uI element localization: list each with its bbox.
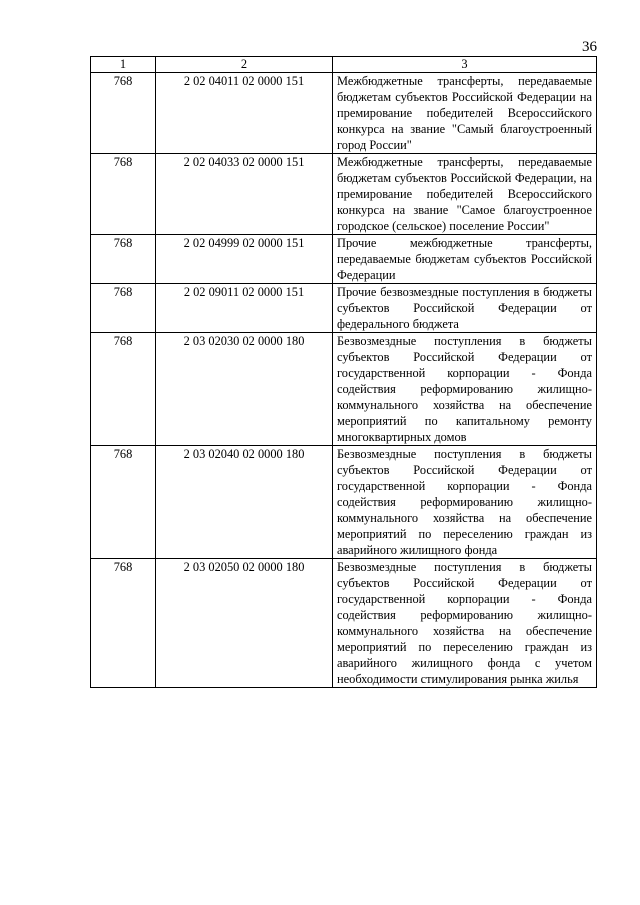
revenue-code-cell: 2 02 04999 02 0000 151 — [156, 235, 333, 284]
table-row — [91, 446, 597, 559]
page-number: 36 — [582, 39, 597, 55]
admin-code-cell: 768 — [91, 333, 156, 446]
revenue-code-cell: 2 03 02040 02 0000 180 — [156, 446, 333, 559]
description-cell: Прочие межбюджетные трансферты, передаваемые бюджетам субъектов Российской Федерации — [333, 235, 597, 284]
column-header-1: 1 — [91, 57, 156, 73]
budget-revenue-table — [90, 56, 597, 688]
admin-code-cell: 768 — [91, 284, 156, 333]
table-row — [91, 333, 597, 446]
admin-code-cell: 768 — [91, 446, 156, 559]
table-row — [91, 154, 597, 235]
description-cell: Безвозмездные поступления в бюджеты субъектов Российской Федерации от государственной корпорации - Фонда содействия реформированию жилищно-коммунального хозяйства на обеспечение мероприятий по переселению граждан из аварийного жилищного фонда с учетом необходимости стимулирования рынка жилья — [333, 559, 597, 688]
description-cell: Прочие безвозмездные поступления в бюджеты субъектов Российской Федерации от федерального бюджета — [333, 284, 597, 333]
column-header-3: 3 — [333, 57, 597, 73]
revenue-code-cell: 2 02 09011 02 0000 151 — [156, 284, 333, 333]
admin-code-cell: 768 — [91, 154, 156, 235]
table-row — [91, 559, 597, 688]
admin-code-cell: 768 — [91, 559, 156, 688]
revenue-code-cell: 2 02 04033 02 0000 151 — [156, 154, 333, 235]
description-cell: Межбюджетные трансферты, передаваемые бюджетам субъектов Российской Федерации, на премирование победителей Всероссийского конкурса на звание "Самое благоустроенное городское (сельское) поселение России" — [333, 154, 597, 235]
revenue-code-cell: 2 02 04011 02 0000 151 — [156, 73, 333, 154]
table-row — [91, 284, 597, 333]
table-row — [91, 73, 597, 154]
revenue-code-cell: 2 03 02050 02 0000 180 — [156, 559, 333, 688]
admin-code-cell: 768 — [91, 235, 156, 284]
description-cell: Безвозмездные поступления в бюджеты субъектов Российской Федерации от государственной корпорации - Фонда содействия реформированию жилищно-коммунального хозяйства на обеспечение мероприятий по переселению граждан из аварийного жилищного фонда — [333, 446, 597, 559]
revenue-code-cell: 2 03 02030 02 0000 180 — [156, 333, 333, 446]
admin-code-cell: 768 — [91, 73, 156, 154]
table-row — [91, 235, 597, 284]
description-cell: Межбюджетные трансферты, передаваемые бюджетам субъектов Российской Федерации на премирование победителей Всероссийского конкурса на звание "Самый благоустроенный город России" — [333, 73, 597, 154]
table-header-row — [91, 57, 597, 73]
column-header-2: 2 — [156, 57, 333, 73]
description-cell: Безвозмездные поступления в бюджеты субъектов Российской Федерации от государственной корпорации - Фонда содействия реформированию жилищно-коммунального хозяйства на обеспечение мероприятий по капитальному ремонту многоквартирных домов — [333, 333, 597, 446]
